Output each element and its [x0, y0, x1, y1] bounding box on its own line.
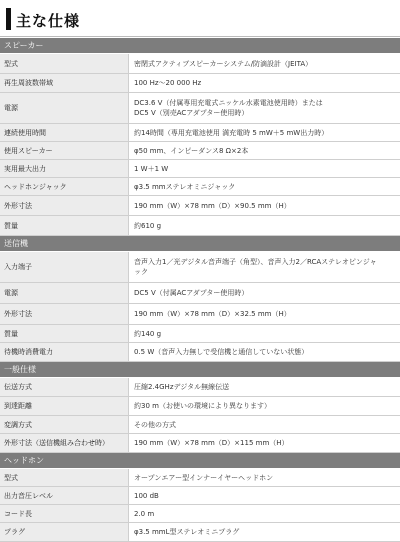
spec-row	[0, 487, 400, 505]
spec-row	[0, 304, 400, 325]
spec-value	[129, 434, 400, 452]
spec-value	[129, 124, 400, 141]
spec-value-line: 約140 g	[134, 329, 162, 338]
title-row	[0, 0, 400, 38]
spec-row	[0, 378, 400, 397]
spec-value-line: 1 W＋1 W	[134, 164, 169, 173]
spec-value	[129, 416, 400, 433]
spec-label: 出力音圧レベル	[0, 487, 129, 504]
spec-value	[129, 304, 400, 324]
spec-value	[129, 397, 400, 415]
section-header: 送信機	[0, 236, 400, 252]
spec-value	[129, 283, 400, 303]
spec-value-line: 約30 m（お使いの環境により異なります）	[134, 402, 271, 410]
spec-value	[129, 505, 400, 522]
spec-value	[129, 160, 400, 177]
spec-label: 再生周波数帯域	[0, 74, 129, 92]
section-header: 一般仕様	[0, 362, 400, 378]
spec-label: 到達距離	[0, 397, 129, 415]
spec-label: 型式	[0, 469, 129, 486]
spec-label: 連続使用時間	[0, 124, 129, 141]
spec-label: 使用スピーカー	[0, 142, 129, 159]
spec-value	[129, 252, 400, 282]
spec-row	[0, 434, 400, 453]
spec-row	[0, 54, 400, 74]
spec-row	[0, 283, 400, 304]
spec-row	[0, 142, 400, 160]
spec-value-line: φ50 mm、インピーダンス8 Ω×2本	[134, 146, 249, 155]
spec-value-line: オープンエアー型インナーイヤーヘッドホン	[134, 473, 274, 482]
spec-value-line: φ3.5 mmL型ステレオミニプラグ	[134, 528, 240, 536]
spec-value-line: DC3.6 V（付属専用充電式ニッケル水素電池使用時）または	[134, 99, 323, 107]
spec-row	[0, 93, 400, 124]
spec-label: 伝送方式	[0, 378, 129, 396]
spec-row	[0, 196, 400, 216]
spec-row	[0, 178, 400, 196]
spec-row	[0, 124, 400, 142]
spec-label: 電源	[0, 93, 129, 123]
spec-row	[0, 160, 400, 178]
title-accent-bar	[6, 8, 11, 30]
spec-label: 外形寸法	[0, 304, 129, 324]
spec-row	[0, 416, 400, 434]
spec-row	[0, 325, 400, 343]
spec-label: ヘッドホンジャック	[0, 178, 129, 195]
spec-label: コード長	[0, 505, 129, 522]
spec-value-line: 190 mm（W）×78 mm（D）×32.5 mm（H）	[134, 310, 291, 318]
spec-label: 型式	[0, 54, 129, 73]
spec-value-line: DC5 V（別売ACアダプター使用時）	[134, 109, 249, 117]
spec-row	[0, 523, 400, 542]
spec-value-line: 100 dB	[134, 491, 159, 500]
spec-row	[0, 343, 400, 362]
spec-label: 入力端子	[0, 252, 129, 282]
section-header: スピーカー	[0, 38, 400, 54]
spec-label: 外形寸法（送信機組み合わせ時）	[0, 434, 129, 452]
spec-value-line: 190 mm（W）×78 mm（D）×90.5 mm（H）	[134, 201, 291, 210]
spec-label: 待機時消費電力	[0, 343, 129, 361]
spec-value	[129, 196, 400, 215]
title-divider	[0, 36, 400, 37]
spec-value-line: 約14時間（専用充電池使用 満充電時 5 mW＋5 mW出力時）	[134, 128, 329, 137]
spec-label: 変調方式	[0, 416, 129, 433]
spec-value-line: 190 mm（W）×78 mm（D）×115 mm（H）	[134, 439, 289, 447]
spec-value-line: 密閉式アクティブスピーカーシステム/防滴設計（JEITA）	[134, 59, 313, 68]
spec-row	[0, 252, 400, 283]
spec-value	[129, 54, 400, 73]
spec-value	[129, 378, 400, 396]
spec-label: 実用最大出力	[0, 160, 129, 177]
section-header: ヘッドホン	[0, 453, 400, 469]
spec-label: 外形寸法	[0, 196, 129, 215]
spec-value	[129, 487, 400, 504]
spec-value	[129, 216, 400, 235]
spec-value	[129, 325, 400, 342]
spec-row	[0, 74, 400, 93]
spec-label: 電源	[0, 283, 129, 303]
spec-row	[0, 397, 400, 416]
spec-value	[129, 469, 400, 486]
spec-value-line: その他の方式	[134, 420, 176, 429]
spec-value-line: 圧縮2.4GHzデジタル無線伝送	[134, 383, 230, 391]
spec-value	[129, 523, 400, 541]
spec-value-line: DC5 V（付属ACアダプター使用時）	[134, 289, 249, 297]
spec-value	[129, 343, 400, 361]
spec-label: プラグ	[0, 523, 129, 541]
spec-table	[0, 38, 400, 542]
spec-value	[129, 93, 400, 123]
spec-value-line: 音声入力1／光デジタル音声端子（角型）、音声入力2／RCAステレオピンジャ	[134, 258, 377, 266]
spec-value-line: ック	[134, 268, 148, 276]
spec-value-line: 100 Hz～20 000 Hz	[134, 79, 202, 87]
spec-value-line: 2.0 m	[134, 509, 155, 518]
spec-label: 質量	[0, 216, 129, 235]
spec-row	[0, 469, 400, 487]
spec-value-line: 0.5 W（音声入力無しで受信機と通信していない状態）	[134, 348, 309, 356]
spec-row	[0, 505, 400, 523]
spec-value	[129, 178, 400, 195]
page-title: 主な仕様	[16, 12, 81, 30]
spec-value	[129, 74, 400, 92]
spec-value-line: 約610 g	[134, 221, 162, 230]
spec-label: 質量	[0, 325, 129, 342]
spec-value-line: φ3.5 mmステレオミニジャック	[134, 182, 236, 191]
spec-value	[129, 142, 400, 159]
spec-row	[0, 216, 400, 236]
